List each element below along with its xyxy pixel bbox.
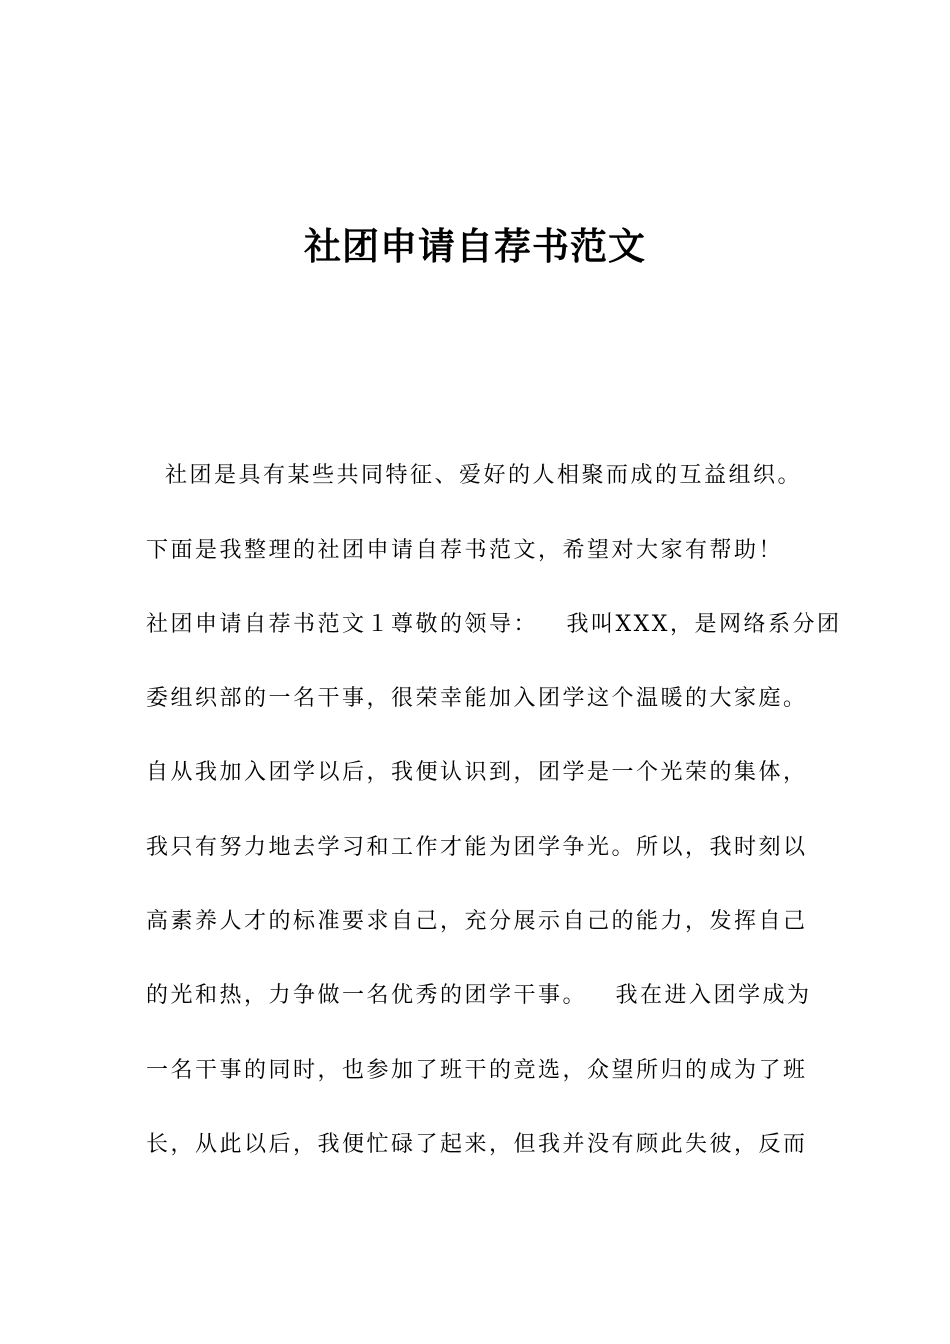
paragraph-line-6: 我只有努力地去学习和工作才能为团学争光。所以，我时刻以 <box>146 835 808 860</box>
paragraph-line-1: 社团是具有某些共同特征、爱好的人相聚而成的互益组织。 <box>146 463 802 488</box>
paragraph-line-8: 的光和热，力争做一名优秀的团学干事。 我在进入团学成为 <box>146 983 812 1008</box>
document-title: 社团申请自荐书范文 <box>304 225 646 268</box>
paragraph-line-2: 下面是我整理的社团申请自荐书范文，希望对大家有帮助！ <box>146 538 784 563</box>
paragraph-line-5: 自从我加入团学以后，我便认识到，团学是一个光荣的集体， <box>146 760 808 785</box>
paragraph-line-3: 社团申请自荐书范文１尊敬的领导： 我叫XXX，是网络系分团 <box>146 612 842 637</box>
paragraph-line-7: 高素养人才的标准要求自己，充分展示自己的能力，发挥自己 <box>146 909 808 934</box>
paragraph-line-10: 长，从此以后，我便忙碌了起来，但我并没有顾此失彼，反而 <box>146 1132 808 1157</box>
paragraph-line-4: 委组织部的一名干事，很荣幸能加入团学这个温暖的大家庭。 <box>146 686 808 711</box>
paragraph-line-9: 一名干事的同时，也参加了班干的竞选，众望所归的成为了班 <box>146 1058 808 1083</box>
